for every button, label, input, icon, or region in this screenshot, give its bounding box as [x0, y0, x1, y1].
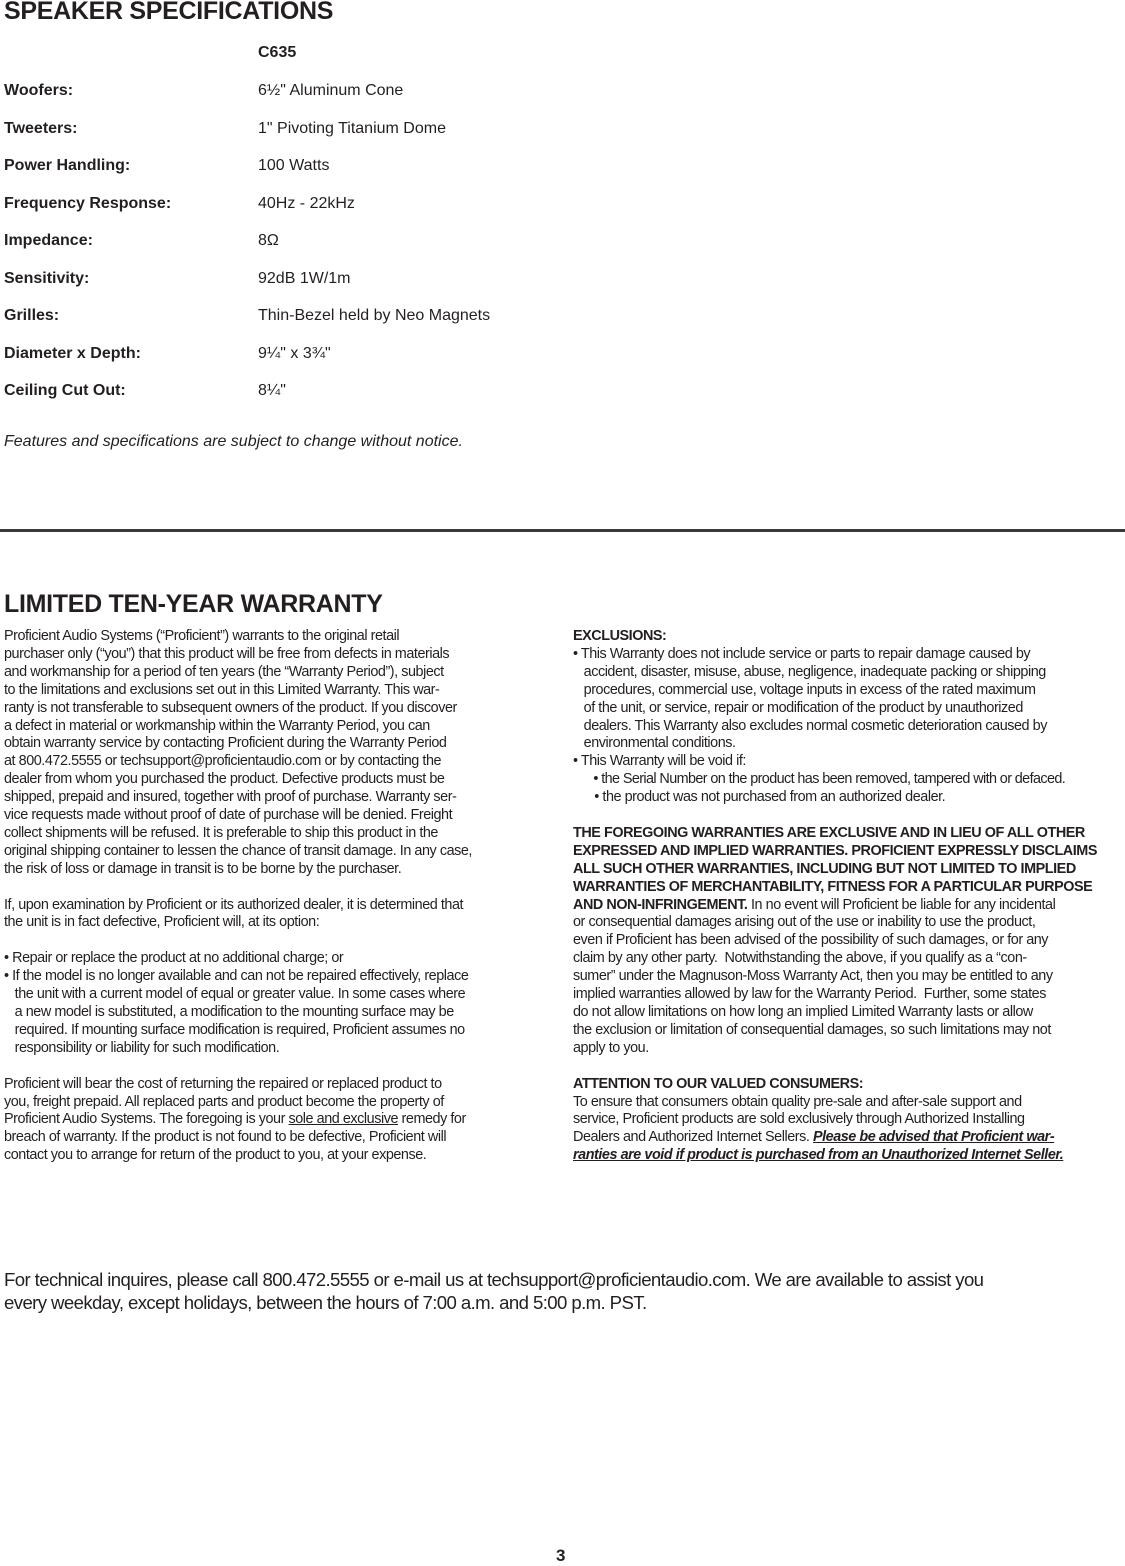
costs-text: Proficient will bear the cost of returning the repaired or replaced product to you, freight prepaid. All replaced parts and product become the property of Proficient Audio Systems. The foregoing is your — [4, 1075, 444, 1128]
attention-heading: ATTENTION TO OUR VALUED CONSUMERS: — [573, 1075, 864, 1092]
spec-label: Impedance: — [4, 232, 93, 249]
warranty-heading: LIMITED TEN-YEAR WARRANTY — [4, 590, 383, 618]
spec-label: Woofers: — [4, 82, 74, 99]
page-number: 3 — [556, 1546, 566, 1565]
exclusion-item: • This Warranty does not include service or parts to repair damage caused by accident, disaster, misuse, abuse, negligence, inadequate packing or shipping procedures, commercial use, voltage inputs in excess of the rated maximum of the unit, or service, repair or modification of the product by unauthorized dealers. This Warranty also excludes normal cosmetic deterioration caused by environmental conditions. — [573, 645, 1047, 752]
exclusions-heading: EXCLUSIONS: — [573, 628, 667, 644]
warranty-right-column — [573, 628, 1125, 1165]
spec-row-power — [4, 157, 704, 177]
spec-label: Sensitivity: — [4, 270, 90, 287]
spec-value: 9¼" x 3¾" — [258, 345, 331, 362]
remedy-bullet: • If the model is no longer available and can not be repaired effectively, replace the unit with a current model of equal or greater value. In some cases where a new model is substituted, a modification to the mounting surface may be required. If mounting surface modification is required, Proficient assumes no responsibility or liability for such modification. — [4, 968, 469, 1056]
disclaimer-bold: THE FOREGOING WARRANTIES ARE EXCLUSIVE AND IN LIEU OF ALL OTHER EXPRESSED AND IMPLIED WARRANTIES. PROFICIENT EXPRESSLY DISCLAIMS ALL SUCH OTHER WARRANTIES, INCLUDING BUT NOT LIMITED TO IMPLIED WARRANTIES OF MERCHANTABILITY, FITNESS FOR A PARTICULAR PURPOSE AND NON-INFRINGEMENT. — [573, 824, 1097, 913]
void-condition: • the product was not purchased from an authorized dealer. — [573, 789, 946, 806]
spec-value: 1" Pivoting Titanium Dome — [258, 120, 446, 137]
support-contact: For technical inquires, please call 800.472.5555 or e-mail us at techsupport@proficientaudio.com. We are available to assist you every weekday, except holidays, between the hours of 7:00 a.m. and 5:00 p.m. PST. — [4, 1269, 984, 1313]
spec-value: 100 Watts — [258, 157, 330, 174]
spec-label: Power Handling: — [4, 157, 131, 174]
attention-emphasis: Please be advised that Proficient war- ranties are void if product is purchased from an Unauthorized Internet Seller. — [573, 1129, 1064, 1164]
spec-row-cutout — [4, 382, 704, 402]
spec-value: 40Hz - 22kHz — [258, 195, 355, 212]
spec-value: Thin-Bezel held by Neo Magnets — [258, 307, 491, 324]
warranty-left-column — [4, 628, 564, 1183]
attention-text: To ensure that consumers obtain quality pre-sale and after-sale support and service, Proficient products are sold exclusively through Authorized Installing Dealers and Authorized Internet Sellers. — [573, 1093, 1025, 1146]
spec-value: 8¼" — [258, 382, 286, 399]
warranty-disclaimer — [573, 825, 1125, 1058]
spec-value: 6½" Aluminum Cone — [258, 82, 404, 99]
spec-row-tweeters — [4, 120, 704, 140]
spec-value: 92dB 1W/1m — [258, 270, 351, 287]
model-name: C635 — [258, 44, 297, 61]
spec-row-impedance — [4, 232, 704, 252]
spec-label: Grilles: — [4, 307, 60, 324]
specifications-heading: SPEAKER SPECIFICATIONS — [4, 0, 334, 25]
spec-row-woofers — [4, 82, 704, 102]
spec-row-frequency — [4, 195, 704, 215]
spec-label: Diameter x Depth: — [4, 345, 141, 362]
spec-row-grilles — [4, 307, 704, 327]
costs-text: remedy for breach of warranty. If the product is not found to be defective, Proficient will contact you to arrange for return of the product to you, at your expense. — [4, 1111, 466, 1164]
spec-label: Tweeters: — [4, 120, 78, 137]
attention-notice — [573, 1094, 1125, 1166]
spec-label: Frequency Response: — [4, 195, 172, 212]
disclaimer-text: In no event will Proficient be liable for any incidental or consequential damages arising out of the use or inability to use the product, even if Proficient has been advised of the possibility of such damages, or for any claim by any other party. Notwithstanding the above, if you qualify as a “con- sumer” under the Magnuson-Moss Warranty Act, then you may be entitled to any implied warranties allowed by law for the Warranty Period. Further, some states do not allow limitations on how long an implied Limited Warranty lasts or allow the exclusion or limitation of consequential damages, so such limitations may not apply to you. — [573, 896, 1056, 1056]
void-condition: • the Serial Number on the product has been removed, tampered with or defaced. — [573, 771, 1066, 788]
specs-disclaimer: Features and specifications are subject to change without notice. — [4, 433, 463, 450]
section-divider — [0, 529, 1125, 532]
warranty-remedy: If, upon examination by Proficient or its authorized dealer, it is determined that the unit is in fact defective, Proficient will, at its option: — [4, 896, 464, 931]
spec-label: Ceiling Cut Out: — [4, 382, 126, 399]
remedy-bullet: • Repair or replace the product at no additional charge; or — [4, 950, 344, 967]
exclusion-item: • This Warranty will be void if: — [573, 753, 746, 770]
spec-row-sensitivity — [4, 270, 704, 290]
spec-row-dimensions — [4, 345, 704, 365]
sole-remedy-emphasis: sole and exclusive — [288, 1111, 398, 1128]
warranty-intro: Proficient Audio Systems (“Proficient”) warrants to the original retail purchaser only (“you”) that this product will be free from defects in materials and workmanship for a period of ten years (the “Warranty Period”), subject to the limitations and exclusions set out in this Limited Warranty. This war- ranty is not transferable to subsequent owners of the product. If you discover a defect in material or workmanship within the Warranty Period, you can obtain warranty service by contacting Proficient during the Warranty Period at 800.472.5555 or techsupport@proficientaudio.com or by contacting the dealer from whom you purchased the product. Defective products must be shipped, prepaid and insured, together with proof of purchase. Warranty ser- vice requests made without proof of date of purchase will be denied. Freight collect shipments will be refused. It is preferable to ship this product in the original shipping container to lessen the chance of transit damage. In any case, the risk of loss or damage in transit is to be borne by the purchaser. — [4, 628, 472, 877]
spec-value: 8Ω — [258, 232, 279, 249]
warranty-costs — [4, 1076, 564, 1166]
